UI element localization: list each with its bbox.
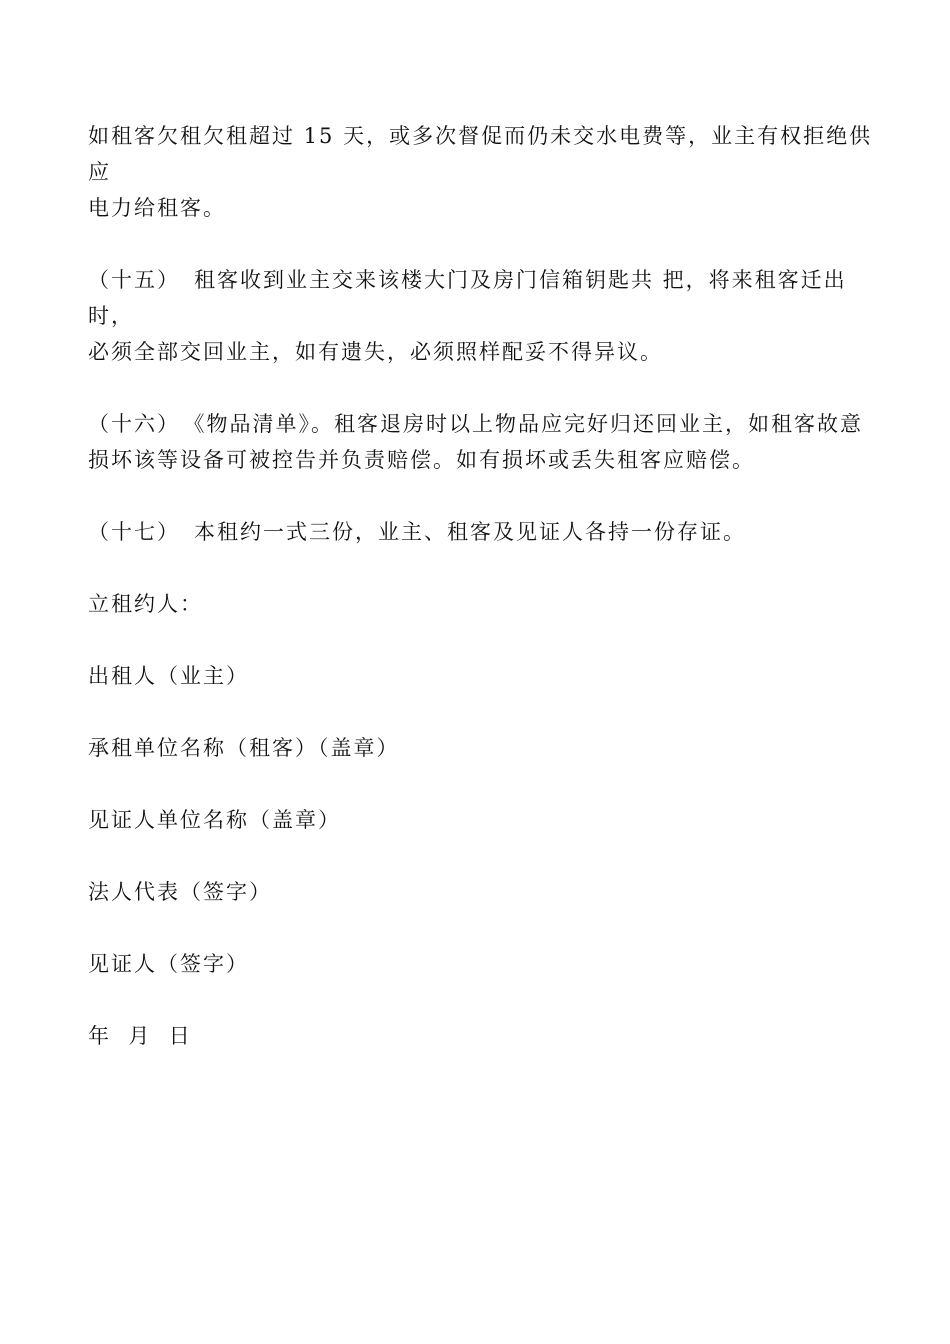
parties-label: 立租约人： — [88, 592, 203, 616]
clause-15-number: （十五） — [88, 268, 180, 292]
date-line: 年 月 日 — [88, 1024, 192, 1048]
clause-14-line-1: 如租客欠租欠租超过 15 天，或多次督促而仍未交水电费等，业主有权拒绝供应 — [88, 124, 873, 184]
clause-16-line-1: 《物品清单》。租客退房时以上物品应完好归还回业主，如租客故意 — [194, 412, 863, 436]
clause-16 — [88, 406, 888, 478]
clause-15-line-1: 租客收到业主交来该楼大门及房门信箱钥匙共 把，将来租客迁出时， — [88, 268, 847, 328]
clause-16-number: （十六） — [88, 412, 180, 436]
clause-15 — [88, 262, 888, 370]
clause-17-line-1: 本租约一式三份，业主、租客及见证人各持一份存证。 — [194, 520, 746, 544]
witness-unit-label: 见证人单位名称（盖章） — [88, 808, 341, 832]
clause-15-line-2: 必须全部交回业主，如有遗失，必须照样配妥不得异议。 — [88, 340, 663, 364]
legal-representative-label: 法人代表（签字） — [88, 880, 272, 904]
landlord-signature-label: 出租人（业主） — [88, 664, 249, 688]
clause-16-line-2: 损坏该等设备可被控告并负责赔偿。如有损坏或丢失租客应赔偿。 — [88, 448, 755, 472]
clause-17-number: （十七） — [88, 520, 180, 544]
clause-17 — [88, 514, 888, 550]
witness-signature-label: 见证人（签字） — [88, 952, 249, 976]
document-page — [88, 118, 888, 1054]
clause-14-continuation — [88, 118, 888, 226]
clause-14-line-2: 电力给租客。 — [88, 196, 226, 220]
tenant-signature-label: 承租单位名称（租客）（盖章） — [88, 736, 400, 760]
